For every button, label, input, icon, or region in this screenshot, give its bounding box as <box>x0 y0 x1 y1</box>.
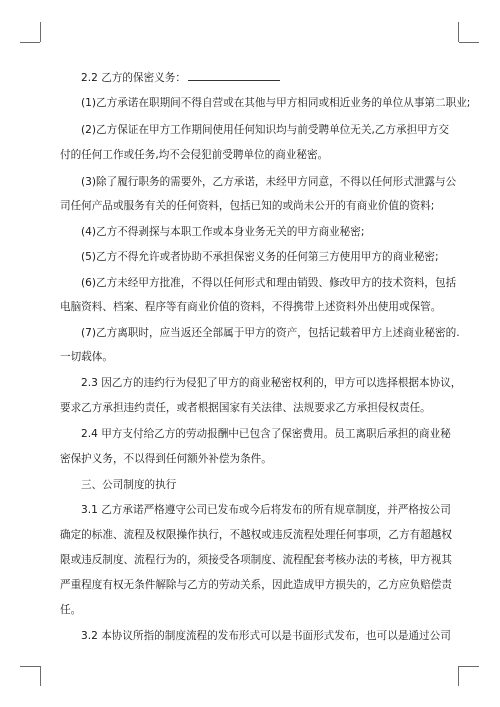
underline-blank <box>188 69 280 81</box>
paragraph-line: 严重程度有权无条件解除与乙方的劳动关系，因此造成甲方损失的，乙方应负赔偿责 <box>60 579 452 591</box>
paragraph-line: 付的任何工作或任务,均不会侵犯前受聘单位的商业秘密。 <box>60 149 329 161</box>
section-heading <box>81 69 280 85</box>
paragraph-line: 电脑资料、档案、程序等有商业价值的资料，不得携带上述资料外出使用或保管。 <box>60 301 442 313</box>
paragraph-line: (5)乙方不得允许或者协助不承担保密义务的任何第三方使用甲方的商业秘密; <box>81 251 439 263</box>
paragraph-line: (2)乙方保证在甲方工作期间使用任何知识均与前受聘单位无关,乙方承担甲方交 <box>81 124 449 136</box>
paragraph-line: 密保护义务，不以得到任何额外补偿为条件。 <box>60 453 272 465</box>
paragraph-line: (1)乙方承诺在职期间不得自营或在其他与甲方相同或相近业务的单位从事第二职业; <box>81 97 471 109</box>
paragraph-line: 确定的标准、流程及权限操作执行，不越权或违反流程处理任何事项，乙方有超越权 <box>60 529 452 541</box>
paragraph-line: 3.1 乙方承诺严格遵守公司已发布或今后将发布的所有规章制度，并严格按公司 <box>81 504 451 516</box>
paragraph-line: 司任何产品或服务有关的任何资料，包括已知的或尚未公开的有商业价值的资料; <box>60 200 435 212</box>
paragraph-line: (3)除了履行职务的需要外，乙方承诺，未经甲方同意，不得以任何形式泄露与公 <box>81 176 457 188</box>
paragraph-line: 一切载体。 <box>60 351 113 363</box>
heading-text: 2.2 乙方的保密义务： <box>81 72 186 84</box>
paragraph-line: (4)乙方不得剥探与本职工作或本身业务无关的甲方商业秘密; <box>81 226 365 238</box>
paragraph-line: 2.3 因乙方的违约行为侵犯了甲方的商业秘密权利的，甲方可以选择根据本协议， <box>81 377 462 389</box>
paragraph-line: 2.4 甲方支付给乙方的劳动报酬中已包含了保密费用。员工离职后承担的商业秘 <box>81 428 451 440</box>
paragraph-line: 3.2 本协议所指的制度流程的发布形式可以是书面形式发布，也可以是通过公司 <box>81 630 451 642</box>
paragraph-line: 任。 <box>60 604 82 616</box>
paragraph-line: 限或违反制度、流程行为的，须接受各项制度、流程配套考核办法的考核，甲方视其 <box>60 554 452 566</box>
paragraph-line: (7)乙方离职时，应当返还全部属于甲方的资产，包括记载着甲方上述商业秘密的. <box>81 327 460 339</box>
paragraph-line: 要求乙方承担违约责任，或者根据国家有关法律、法规要求乙方承担侵权责任。 <box>60 402 431 414</box>
section-heading: 三、公司制度的执行 <box>81 479 177 491</box>
paragraph-line: (6)乙方未经甲方批准，不得以任何形式和理由销毁、修改甲方的技术资料，包括 <box>81 277 457 289</box>
